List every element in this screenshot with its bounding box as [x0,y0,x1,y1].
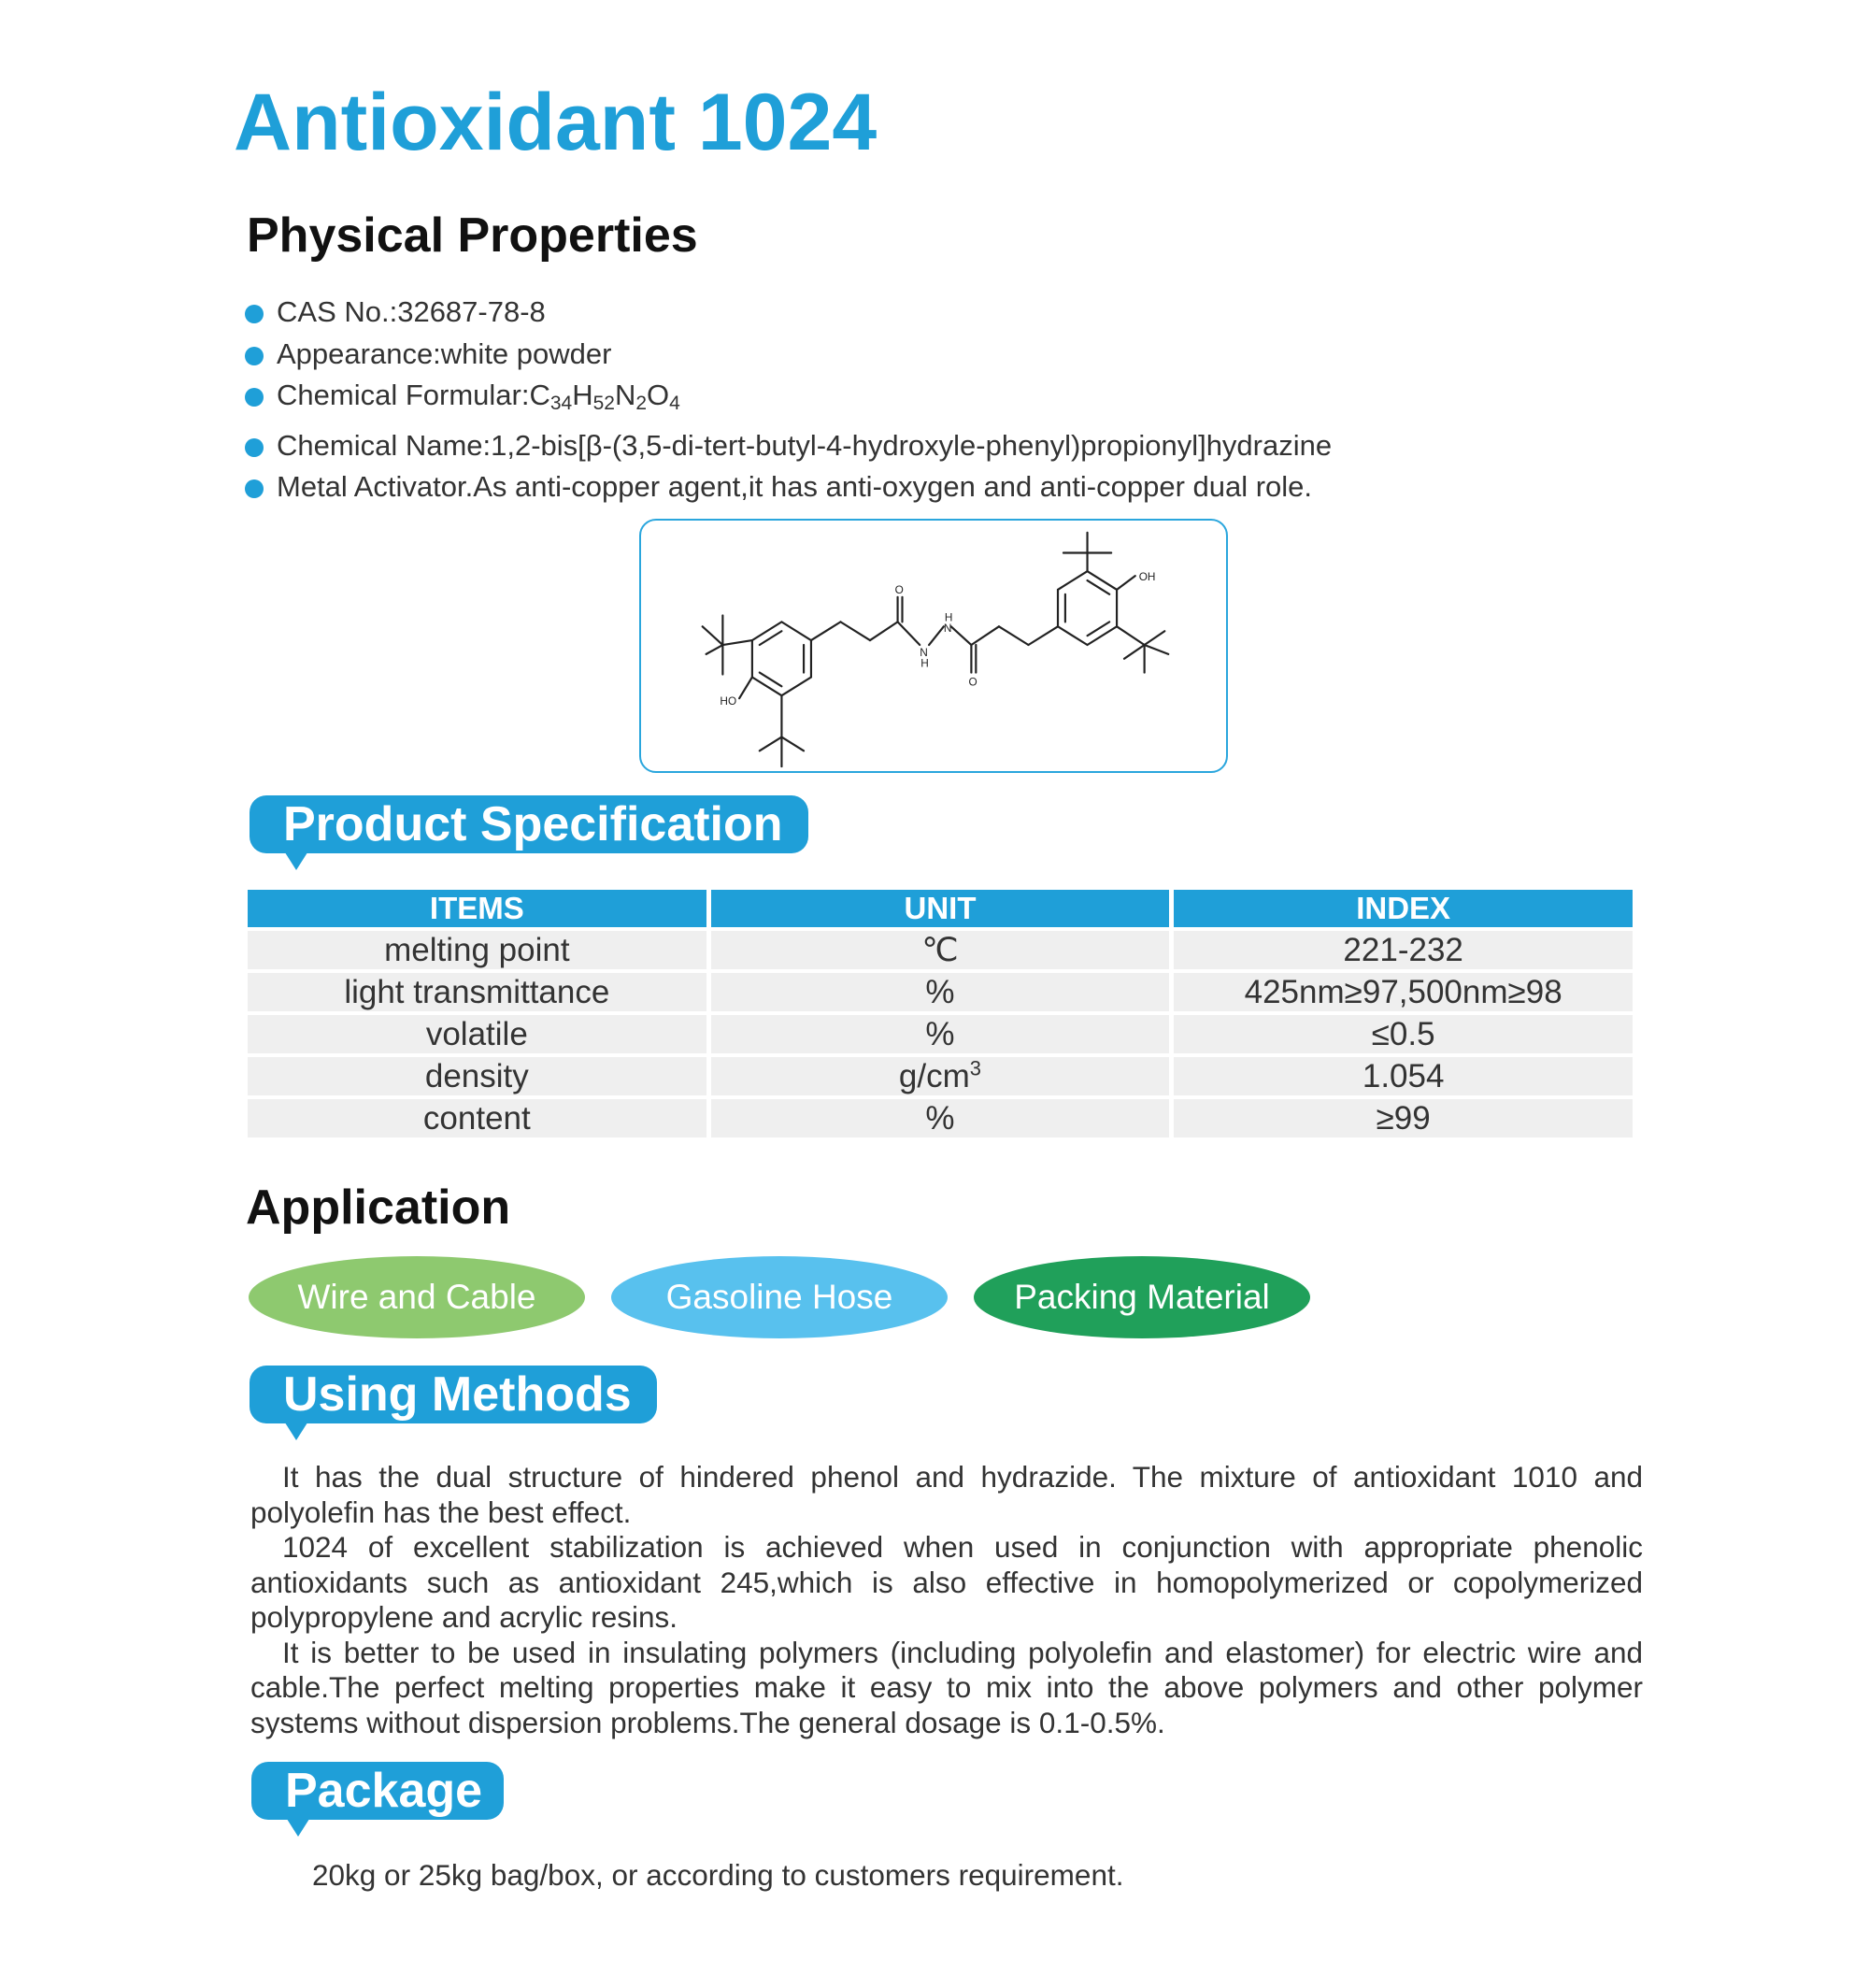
column-header-items: ITEMS [248,890,706,927]
table-row [248,1099,1633,1137]
bullet-dot-icon [245,388,264,407]
package-banner [251,1762,504,1820]
bullet-dot-icon [245,438,264,457]
methods-paragraph: It is better to be used in insulating polymers (including polyolefin and elastomer) for electric wire and cable.The perfect melting properties make it easy to mix into the above polymers and other polymer systems without dispersion problems.The general dosage is 0.1-0.5%. [250,1635,1643,1739]
bullet-dot-icon [245,479,264,498]
nitrogen-right: N [943,622,952,636]
cell-unit: % [711,1099,1170,1137]
package-heading: Package [251,1762,504,1820]
cell-index: ≥99 [1174,1099,1633,1137]
hydrogen-left: H [920,656,929,670]
bullet-dot-icon [245,347,264,365]
cas-number: CAS No.:32687-78-8 [277,295,546,328]
package-text: 20kg or 25kg bag/box, or according to customers requirement. [312,1858,1124,1892]
list-item [245,466,1332,508]
table-row [248,1057,1633,1095]
cell-item: density [248,1057,706,1095]
cell-item: melting point [248,931,706,969]
list-item [245,334,1332,376]
cell-item: content [248,1099,706,1137]
column-header-index: INDEX [1174,890,1633,927]
cell-unit: ℃ [711,931,1170,969]
application-pill-packing-material: Packing Material [974,1256,1310,1338]
carbonyl-o-bottom: O [968,675,977,689]
oh-label: OH [1138,570,1156,584]
molecule-structure-icon [641,521,1226,771]
table-row [248,973,1633,1011]
cell-unit: $g/cm^3$ [711,1057,1170,1095]
banner-pointer-icon [285,1816,311,1837]
cell-unit: % [711,1015,1170,1053]
nitrogen-left: N [920,645,928,659]
banner-pointer-icon [283,1420,309,1440]
carbonyl-o-top: O [894,582,904,596]
product-specification-heading: Product Specification [250,795,808,853]
methods-paragraph: 1024 of excellent stabilization is achieved when used in conjunction with appropriate phenolic antioxidants such as antioxidant 245,which is also effective in homopolymerized or copolymerized polypropylene and acrylic resins. [250,1530,1643,1634]
hydrogen-right: H [944,610,953,624]
application-pill-gasoline-hose: Gasoline Hose [611,1256,948,1338]
appearance: Appearance:white powder [277,336,612,370]
specification-table [243,886,1637,1141]
page-title: Antioxidant 1024 [234,78,877,167]
cell-unit: % [711,973,1170,1011]
formula-label: Chemical Formular: [277,379,530,411]
cell-index: 425nm≥97,500nm≥98 [1174,973,1633,1011]
chemical-name: Chemical Name:1,2-bis[β-(3,5-di-tert-butyl-4-hydroxyle-phenyl)propionyl]hydrazine [277,428,1333,462]
product-specification-banner [250,795,808,853]
metal-activator: Metal Activator.As anti-copper agent,it has anti-oxygen and anti-copper dual role. [277,470,1313,503]
chemical-formula: $C_{34}H_{52}N_2O_4$ [529,379,680,414]
physical-properties-list [245,292,1332,508]
list-item [245,425,1332,467]
cell-index: ≤0.5 [1174,1015,1633,1053]
methods-paragraph: It has the dual structure of hindered phenol and hydrazide. The mixture of antioxidant 1010 and polyolefin has the best effect. [250,1460,1643,1529]
list-item [245,375,1332,425]
bullet-dot-icon [245,305,264,323]
cell-index: 221-232 [1174,931,1633,969]
using-methods-text [250,1460,1643,1740]
cell-item: light transmittance [248,973,706,1011]
table-header-row [248,890,1633,927]
application-pill-wire-and-cable: Wire and Cable [249,1256,585,1338]
cell-index: 1.054 [1174,1057,1633,1095]
table-row [248,931,1633,969]
table-row [248,1015,1633,1053]
cell-item: volatile [248,1015,706,1053]
ho-label: HO [720,694,737,708]
physical-properties-heading: Physical Properties [247,208,698,263]
application-heading: Application [246,1180,511,1235]
using-methods-banner [250,1366,657,1423]
list-item [245,292,1332,334]
column-header-unit: UNIT [711,890,1170,927]
using-methods-heading: Using Methods [250,1366,657,1423]
chemical-structure-diagram [639,519,1228,773]
banner-pointer-icon [283,850,309,870]
